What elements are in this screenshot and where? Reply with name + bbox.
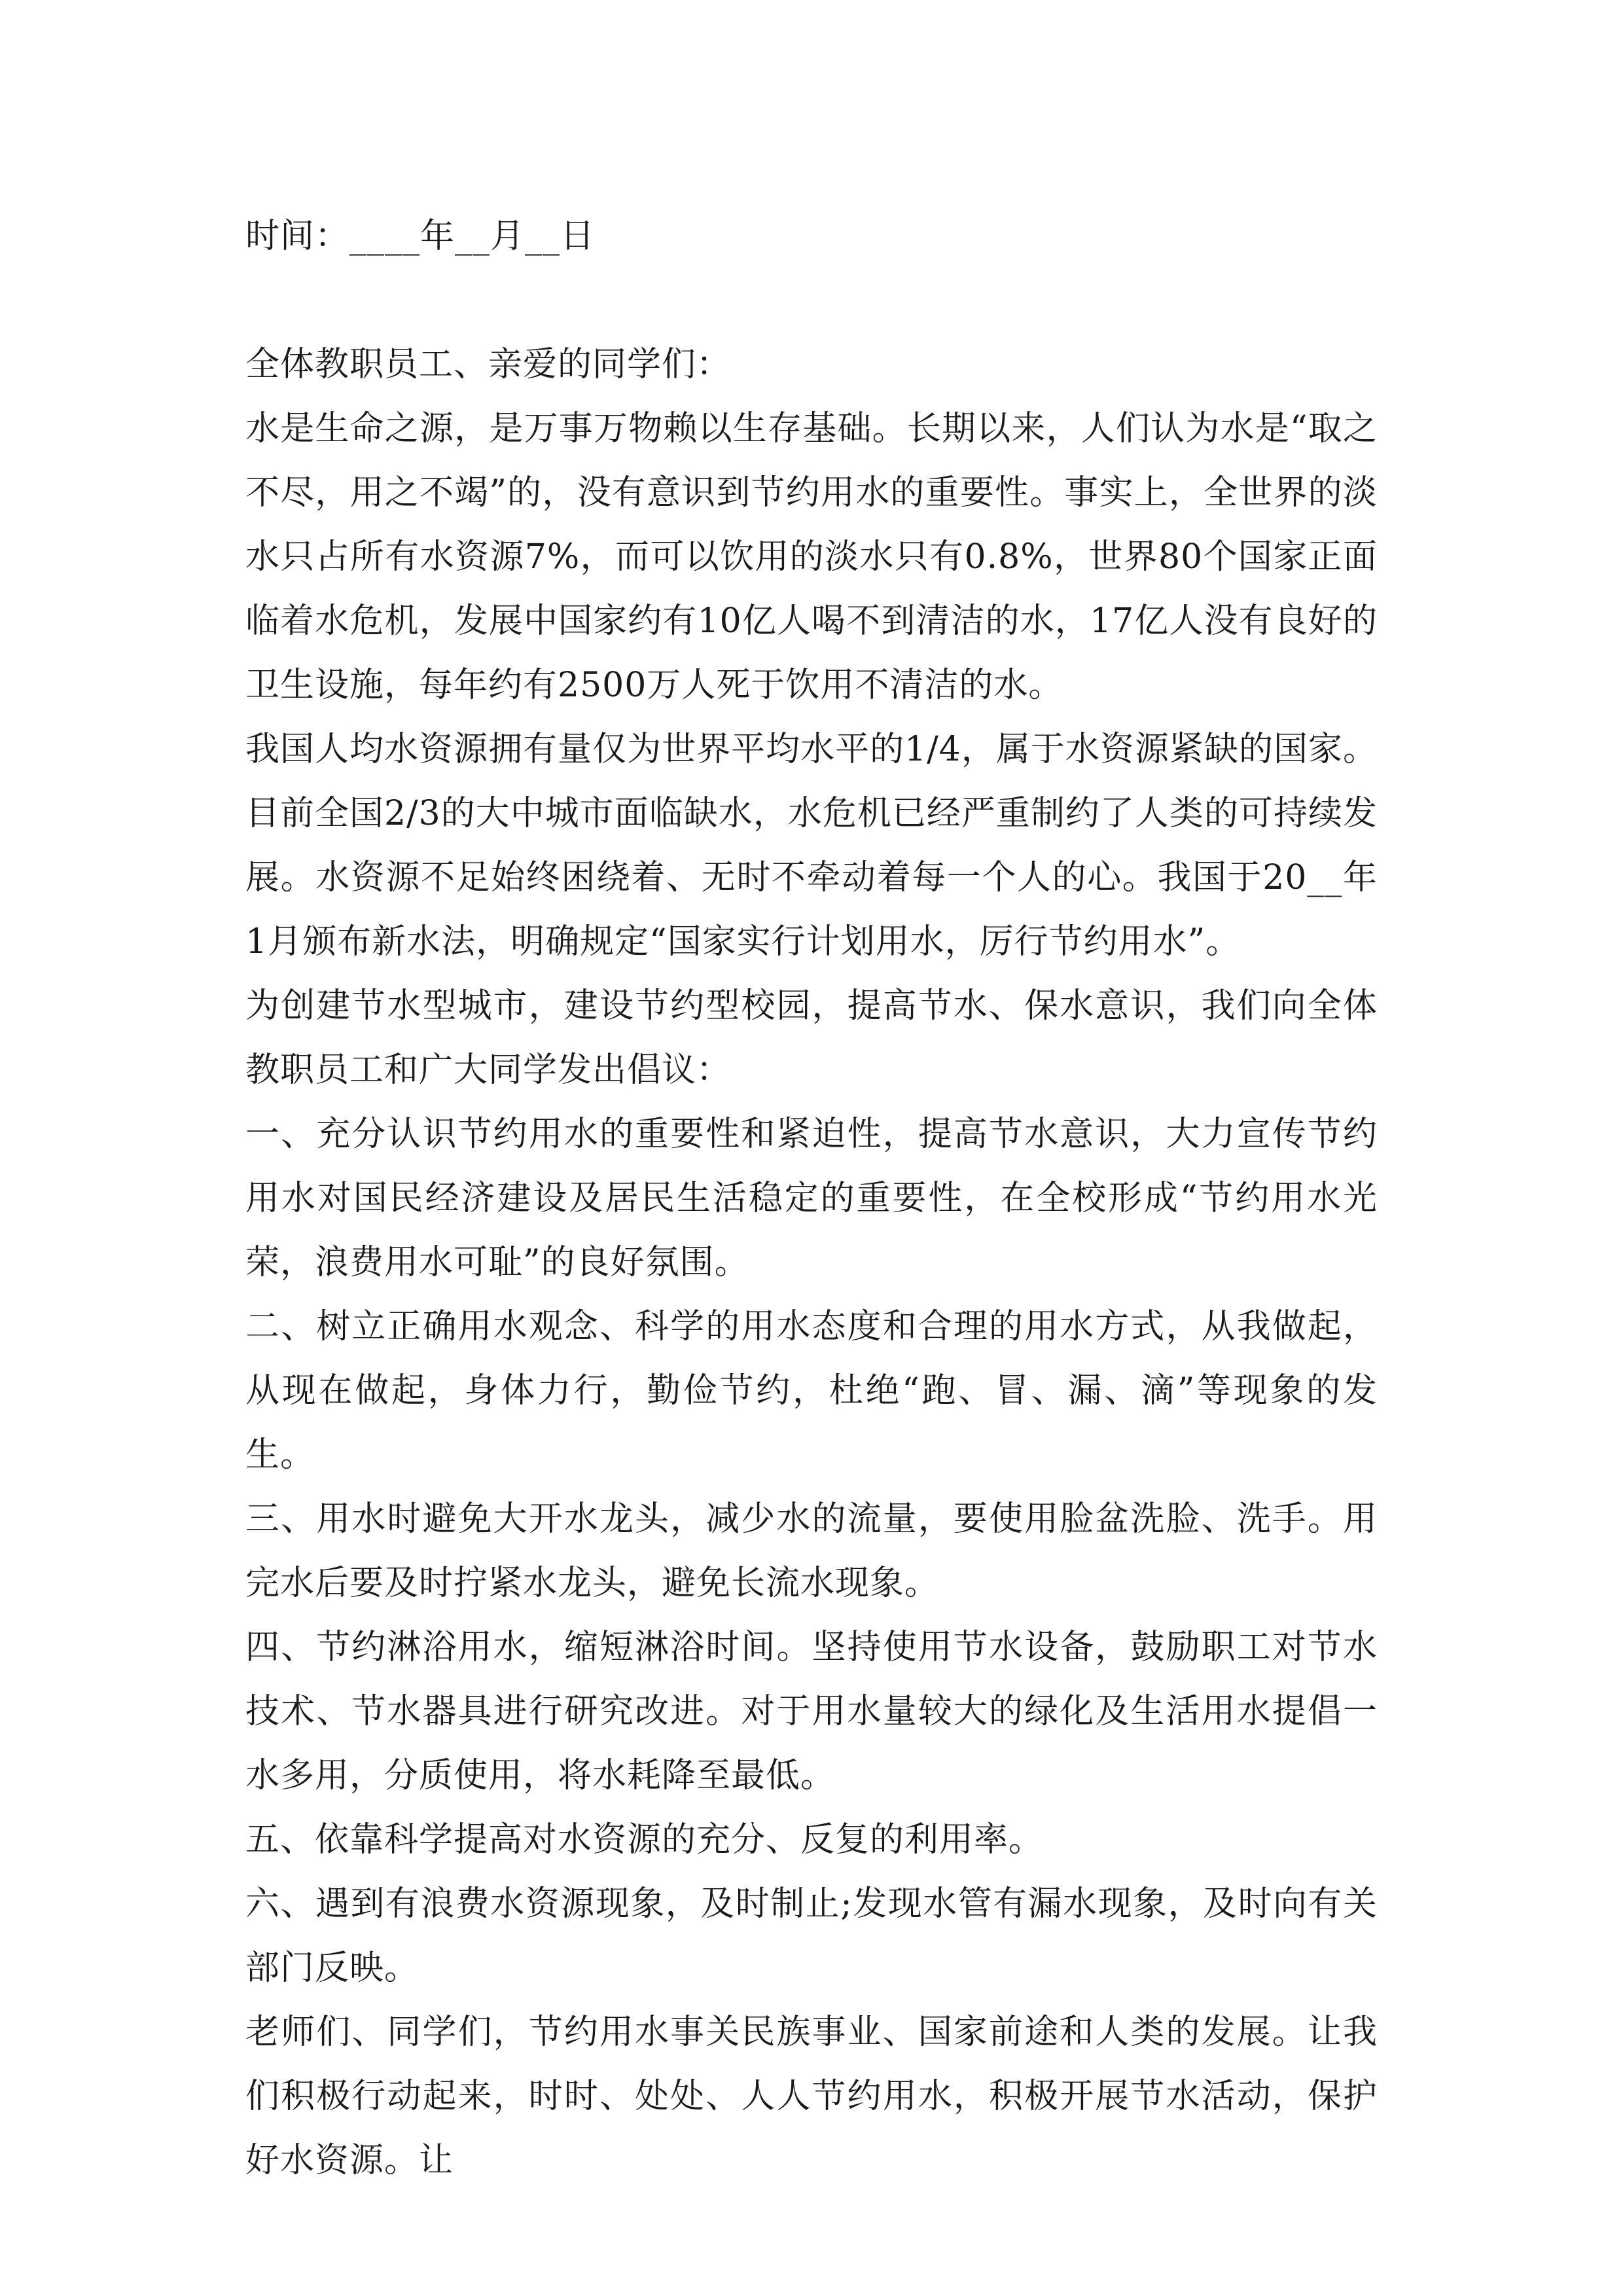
- paragraph-water-source: 水是生命之源，是万事万物赖以生存基础。长期以来，人们认为水是“取之不尽，用之不竭”的，没有意识到节约用水的重要性。事实上，全世界的淡水只占所有水资源7%，而可以饮用的淡水只有0.8%，世界80个国家正面临着水危机，发展中国家约有10亿人喝不到清洁的水，17亿人没有良好的卫生设施，每年约有2500万人死于饮用不清洁的水。: [245, 409, 1378, 705]
- document-body: [245, 204, 1378, 2193]
- paragraph-proposal-intro: 为创建节水型城市，建设节约型校园，提高节水、保水意识，我们向全体教职员工和广大同学发出倡议：: [245, 986, 1378, 1090]
- paragraph-item-5: 五、依靠科学提高对水资源的充分、反复的利用率。: [245, 1820, 1044, 1859]
- paragraph-china-water: 我国人均水资源拥有量仅为世界平均水平的1/4，属于水资源紧缺的国家。目前全国2/3的大中城市面临缺水，水危机已经严重制约了人类的可持续发展。水资源不足始终困绕着、无时不牵动着每一个人的心。我国于20__年1月颁布新水法，明确规定“国家实行计划用水，厉行节约用水”。: [245, 730, 1378, 961]
- paragraph-item-1: 一、充分认识节约用水的重要性和紧迫性，提高节水意识，大力宣传节约用水对国民经济建设及居民生活稳定的重要性，在全校形成“节约用水光荣，浪费用水可耻”的良好氛围。: [245, 1115, 1378, 1282]
- paragraph-item-3: 三、用水时避免大开水龙头，减少水的流量，要使用脸盆洗脸、洗手。用完水后要及时拧紧水龙头，避免长流水现象。: [245, 1499, 1378, 1603]
- paragraph-item-6: 六、遇到有浪费水资源现象，及时制止;发现水管有漏水现象，及时向有关部门反映。: [245, 1884, 1378, 1988]
- paragraph-item-4: 四、节约淋浴用水，缩短淋浴时间。坚持使用节水设备，鼓励职工对节水技术、节水器具进行研究改进。对于用水量较大的绿化及生活用水提倡一水多用，分质使用，将水耗降至最低。: [245, 1628, 1378, 1795]
- greeting: 全体教职员工、亲爱的同学们：: [245, 345, 732, 384]
- date-line: 时间：____年__月__日: [245, 217, 596, 256]
- paragraph-closing: 老师们、同学们，节约用水事关民族事业、国家前途和人类的发展。让我们积极行动起来，时时、处处、人人节约用水，积极开展节水活动，保护好水资源。让: [245, 2013, 1378, 2180]
- paragraph-item-2: 二、树立正确用水观念、科学的用水态度和合理的用水方式，从我做起，从现在做起，身体力行，勤俭节约，杜绝“跑、冒、漏、滴”等现象的发生。: [245, 1307, 1378, 1475]
